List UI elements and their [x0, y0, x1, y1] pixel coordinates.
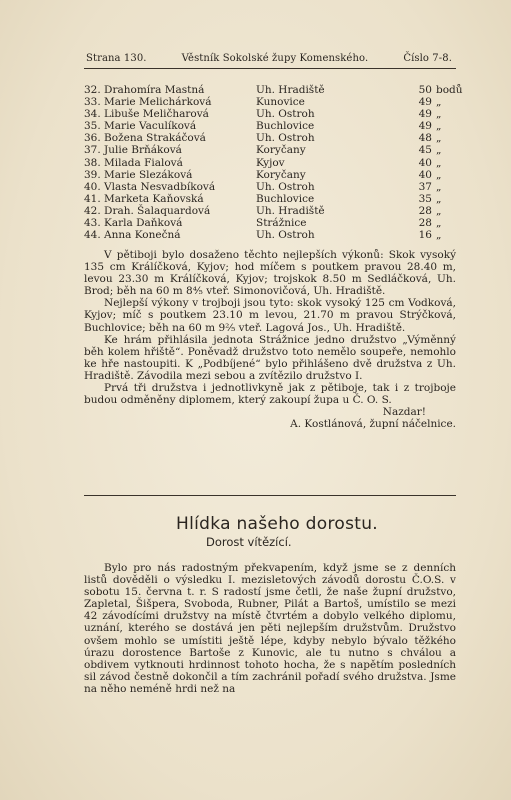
list-item: 34. Libuše Meličharová Uh. Ostroh 49 „	[84, 108, 442, 121]
list-item: 36. Božena Strakáčová Uh. Ostroh 48 „	[84, 132, 442, 145]
running-header	[86, 53, 452, 64]
paragraph-triathlon: Nejlepší výkony v trojboji jsou tyto: skok vysoký 125 cm Vodková, Kyjov; míč s poutkem 23.10 m levou, 21.70 m pravou Strýčková, Buchlovice; běh na 60 m 9²⁄₅ vteř. Lagová Jos., Uh. Hradiště.	[84, 297, 456, 334]
list-item: 40. Vlasta Nesvadbíková Uh. Ostroh 37 „	[84, 180, 442, 193]
paragraph-article: Bylo pro nás radostným překvapením, když jsme se z denních listů dověděli o výsledku I. mezisletových závodů dorostu Č.O.S. v sobotu 15. června t. r. S radostí jsme četli, že naše župní družstvo, Zapletal, Šišpera, Svoboda, Rubner, Pilát a Bartoš, umístilo se mezi 42 závodícími družstvy na místě čtvrtém a dobylo velkého diplomu, uznání, kterého se dostává jen pěti nejlepším družstvům. Družstvo ovšem mohlo se umístiti ještě lépe, kdyby nebylo bývalo těžkého úrazu dorostence Bartoše z Kunovic, ale tu nutno s chválou a obdivem vytknouti hrdinnost tohoto hocha, že s napětím posledních sil závod čestně dokončil a tím zachránil pořadí svého družstva. Jsme na něho neméně hrdi než na	[84, 562, 456, 695]
issue-number: Číslo 7-8.	[403, 53, 452, 64]
paragraph-games: Ke hrám přihlásila jednota Strážnice jedno družstvo „Výměnný běh kolem hřiště“. Poněvadž družstvo toto nemělo soupeře, nemohlo ke hře nastoupiti. K „Podbíjené“ bylo přihlášeno dvě družstva z Uh. Hradiště. Závodila mezi sebou a zvítězilo družstvo I.	[84, 333, 456, 382]
section-title: Hlídka našeho dorostu.	[176, 514, 378, 534]
section-divider	[84, 495, 456, 496]
journal-title: Věstník Sokolské župy Komenského.	[181, 53, 369, 64]
list-item: 41. Marketa Kaňovská Buchlovice 35 „	[84, 192, 442, 205]
report-text	[84, 249, 456, 430]
list-item: 44. Anna Konečná Uh. Ostroh 16 „	[84, 229, 442, 242]
list-item: 37. Julie Brňáková Koryčany 45 „	[84, 144, 442, 157]
article-text	[84, 562, 456, 695]
page-number: Strana 130.	[86, 53, 147, 64]
list-item: 39. Marie Slezáková Koryčany 40 „	[84, 168, 442, 181]
header-divider	[84, 68, 456, 69]
list-item: 35. Marie Vaculíková Buchlovice 49 „	[84, 120, 442, 133]
list-item: 33. Marie Melichárková Kunovice 49 „	[84, 96, 442, 109]
paragraph-awards: Prvá tři družstva i jednotlivkyně jak z pětiboje, tak i z trojboje budou odměněny diplomem, který zakoupí župa u Č. O. S.	[84, 382, 456, 407]
list-item: 43. Karla Daňková Strážnice 28 „	[84, 217, 442, 230]
paragraph-pentathlon: V pětiboji bylo dosaženo těchto nejlepších výkonů: Skok vysoký 135 cm Králíčková, Kyjov; hod míčem s poutkem pravou 28.40 m, levou 23.30 m Králíčková, Kyjov; trojskok 8.50 m Sedláčková, Uh. Brod; běh na 60 m 8⁴⁄₅ vteř. Simonovičová, Uh. Hradiště.	[84, 249, 456, 298]
list-item: 42. Drah. Šalaquardová Uh. Hradiště 28 „	[84, 204, 442, 217]
results-list	[84, 84, 463, 242]
list-item: 32. Drahomíra Mastná Uh. Hradiště 50 bodů	[84, 84, 463, 96]
greeting: Nazdar!	[382, 406, 426, 419]
section-subtitle: Dorost vítězící.	[206, 535, 292, 549]
list-item: 38. Milada Fialová Kyjov 40 „	[84, 156, 442, 169]
signature: A. Kostlánová, župní náčelnice.	[290, 418, 456, 431]
